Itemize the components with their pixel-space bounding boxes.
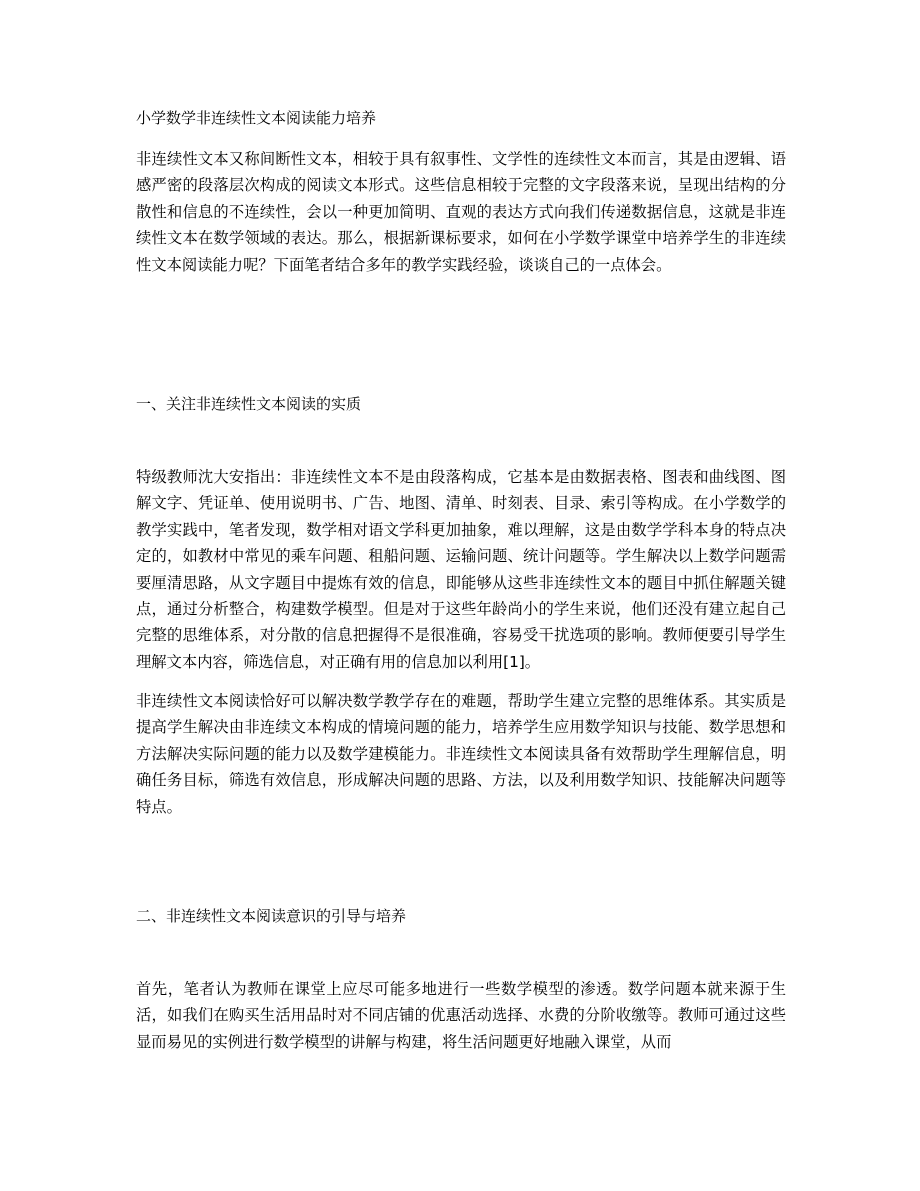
intro-paragraph: 非连续性文本又称间断性文本，相较于具有叙事性、文学性的连续性文本而言，其是由逻辑、语感严密的段落层次构成的阅读文本形式。这些信息相较于完整的文字段落来说，呈现出结构的分散性和信息的不连续性，会以一种更加简明、直观的表达方式向我们传递数据信息，这就是非连续性文本在数学领域的表达。那么，根据新课标要求，如何在小学数学课堂中培养学生的非连续性文本阅读能力呢？下面笔者结合多年的教学实践经验，谈谈自己的一点体会。 xyxy=(136,150,786,274)
section-1-paragraph-1: 特级教师沈大安指出：非连续性文本不是由段落构成，它基本是由数据表格、图表和曲线图、图解文字、凭证单、使用说明书、广告、地图、清单、时刻表、目录、索引等构成。在小学数学的教学实践中，笔者发现，数学相对语文学科更加抽象，难以理解，这是由数学学科本身的特点决定的，如教材中常见的乘车问题、租船问题、运输问题、统计问题等。学生解决以上数学问题需要厘清思路，从文字题目中提炼有效的信息，即能够从这些非连续性文本的题目中抓住解题关键点，通过分析整合，构建数学模型。但是对于这些年龄尚小的学生来说，他们还没有建立起自己完整的思维体系，对分散的信息把握得不是很准确，容易受干扰选项的影响。教师便要引导学生理解文本内容，筛选信息，对正确有用的信息加以利用[1]。 xyxy=(136,468,786,671)
section-heading-2: 二、非连续性文本阅读意识的引导与培养 xyxy=(136,907,407,925)
section-heading-1: 一、关注非连续性文本阅读的实质 xyxy=(136,395,362,413)
section-2-paragraph-1: 首先，笔者认为教师在课堂上应尽可能多地进行一些数学模型的渗透。数学问题本就来源于生活，如我们在购买生活用品时对不同店铺的优惠活动选择、水费的分阶收缴等。教师可通过这些显而易见的实例进行数学模型的讲解与构建，将生活问题更好地融入课堂，从而 xyxy=(136,980,786,1051)
document-title: 小学数学非连续性文本阅读能力培养 xyxy=(136,109,377,127)
section-1-paragraph-2: 非连续性文本阅读恰好可以解决数学教学存在的难题，帮助学生建立完整的思维体系。其实质是提高学生解决由非连续文本构成的情境问题的能力，培养学生应用数学知识与技能、数学思想和方法解决实际问题的能力以及数学建模能力。非连续性文本阅读具备有效帮助学生理解信息，明确任务目标，筛选有效信息，形成解决问题的思路、方法，以及利用数学知识、技能解决问题等特点。 xyxy=(136,692,786,816)
